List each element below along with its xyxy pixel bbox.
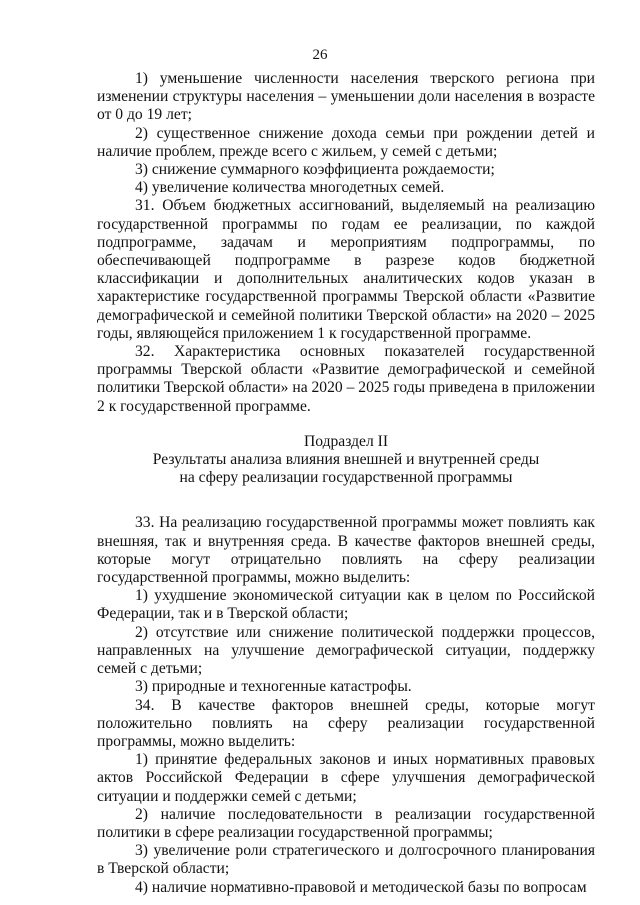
spacer — [97, 416, 595, 433]
paragraph: 31. Объем бюджетных ассигнований, выделяемый на реализацию государственной программы по годам ее реализации, по каждой подпрограмме, задачам и мероприятиям подпрограммы, по обеспечивающей подпрограмме в разрезе кодов бюджетной классификации и дополнительных аналитических кодов указан в характеристике государственной программы Тверской области «Развитие демографической и семейной политики Тверской области» на 2020 – 2025 годы, являющейся приложением 1 к государственной программе. — [97, 197, 595, 342]
section-heading-title: Результаты анализа влияния внешней и внутренней среды — [152, 451, 540, 469]
spacer — [97, 487, 595, 514]
paragraph: 4) наличие нормативно-правовой и методической базы по вопросам — [135, 878, 587, 896]
paragraph: 32. Характеристика основных показателей государственной программы Тверской области «Развитие демографической и семейной политики Тверской области» на 2020 – 2025 годы приведена в приложении 2 к государственной программе. — [97, 343, 596, 415]
paragraph: 1) принятие федеральных законов и иных нормативных правовых актов Российской Федерации в сфере улучшения демографической ситуации и поддержки семей с детьми; — [97, 751, 595, 805]
paragraph: 33. На реализацию государственной программы может повлиять как внешняя, так и внутренняя среда. В качестве факторов внешней среды, которые могут отрицательно повлиять на сферу реализации государственной программы, можно выделить: — [97, 514, 595, 587]
section-heading-title-cont: на сферу реализации государственной программы — [179, 469, 513, 487]
paragraph: 1) ухудшение экономической ситуации как в целом по Российской Федерации, так и в Тверской области; — [97, 587, 595, 623]
paragraph: 2) наличие последовательности в реализации государственной политики в сфере реализации государственной программы; — [97, 805, 595, 841]
paragraph: 3) снижение суммарного коэффициента рождаемости; — [135, 161, 495, 179]
paragraph: 3) природные и техногенные катастрофы. — [135, 678, 412, 696]
paragraph: 4) увеличение количества многодетных семей. — [135, 179, 445, 197]
paragraph: 2) отсутствие или снижение политической поддержки процессов, направленных на улучшение демографической ситуации, поддержку семей с детьми; — [97, 623, 595, 678]
page-number: 26 — [312, 47, 328, 63]
paragraph: 1) уменьшение численности населения тверского региона при изменении структуры населения – уменьшении доли населения в возрасте от 0 до 19 лет; — [97, 70, 595, 124]
paragraph: 2) существенное снижение дохода семьи при рождении детей и наличие проблем, прежде всего с жильем, у семей с детьми; — [97, 124, 595, 160]
section-heading-label: Подраздел II — [303, 432, 389, 450]
paragraph: 34. В качестве факторов внешней среды, которые могут положительно повлиять на сферу реализации государственной программы, можно выделить: — [97, 696, 595, 750]
paragraph: 3) увеличение роли стратегического и долгосрочного планирования в Тверской области; — [97, 842, 595, 878]
document-body — [97, 70, 595, 897]
